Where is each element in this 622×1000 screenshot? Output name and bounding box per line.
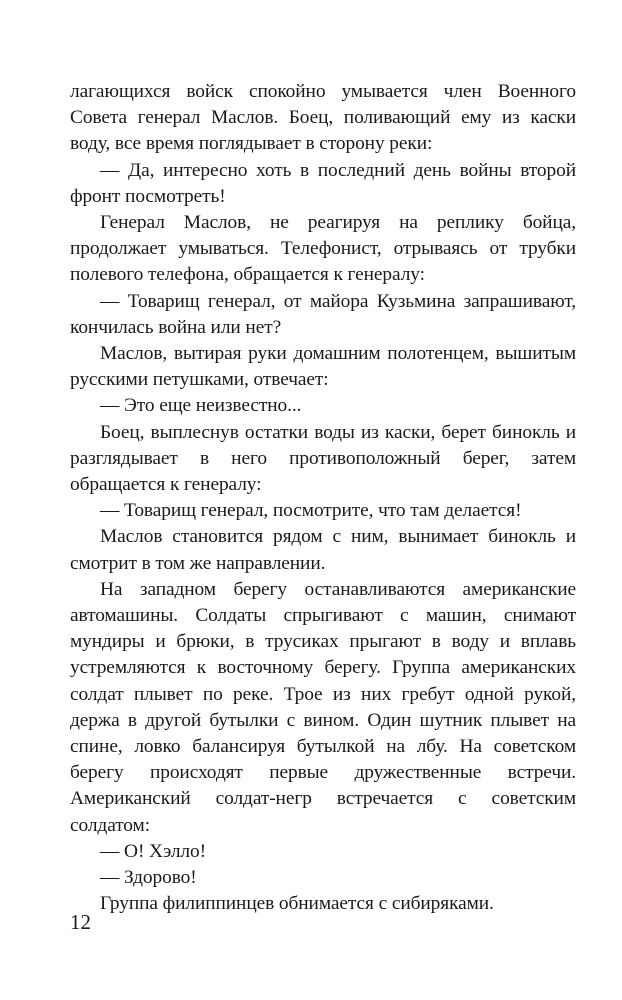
paragraph: Маслов становится рядом с ним, вынимает бинокль и смотрит в том же направлении.: [70, 526, 576, 574]
paragraph: Боец, выплеснув остатки воды из каски, берет бинокль и разглядывает в него противоположный берег, затем обращается к генералу:: [70, 421, 576, 496]
paragraph-dialogue: — Здорово!: [100, 867, 197, 889]
paragraph: Генерал Маслов, не реагируя на реплику бойца, продолжает умываться. Телефонист, отрываясь от трубки полевого телефона, обращается к генералу:: [70, 212, 576, 286]
paragraph-dialogue: — Это еще неизвестно...: [100, 395, 302, 417]
paragraph: Маслов, вытирая руки домашним полотенцем, вышитым русскими петушками, отвечает:: [70, 343, 576, 391]
paragraph-dialogue: — О! Хэлло!: [100, 840, 206, 862]
page-number: 12: [70, 910, 91, 934]
paragraph: Группа филиппинцев обнимается с сибиряками.: [100, 893, 494, 915]
paragraph-dialogue: — Товарищ генерал, от майора Кузьмина запрашивают, кончилась война или нет?: [70, 290, 576, 338]
paragraph-dialogue: — Да, интересно хоть в последний день войны второй фронт посмотреть!: [70, 159, 576, 207]
paragraph: лагающихся войск спокойно умывается член Военного Совета генерал Маслов. Боец, поливающий ему из каски воду, все время поглядывает в сторону реки:: [70, 81, 576, 155]
page-body: [70, 79, 576, 918]
paragraph: На западном берегу останавливаются американские автомашины. Солдаты спрыгивают с машин, снимают мундиры и брюки, в трусиках прыгают в воду и вплавь устремляются к восточному берегу. Группа американских солдат плывет по реке. Трое из них гребут одной рукой, держа в другой бутылки с вином. Один шутник плывет на спине, ловко балансируя бутылкой на лбу. На советском берегу происходят первые дружественные встречи. Американский солдат-негр встречается с советским солдатом:: [70, 578, 576, 836]
paragraph-dialogue: — Товарищ генерал, посмотрите, что там делается!: [100, 500, 522, 522]
